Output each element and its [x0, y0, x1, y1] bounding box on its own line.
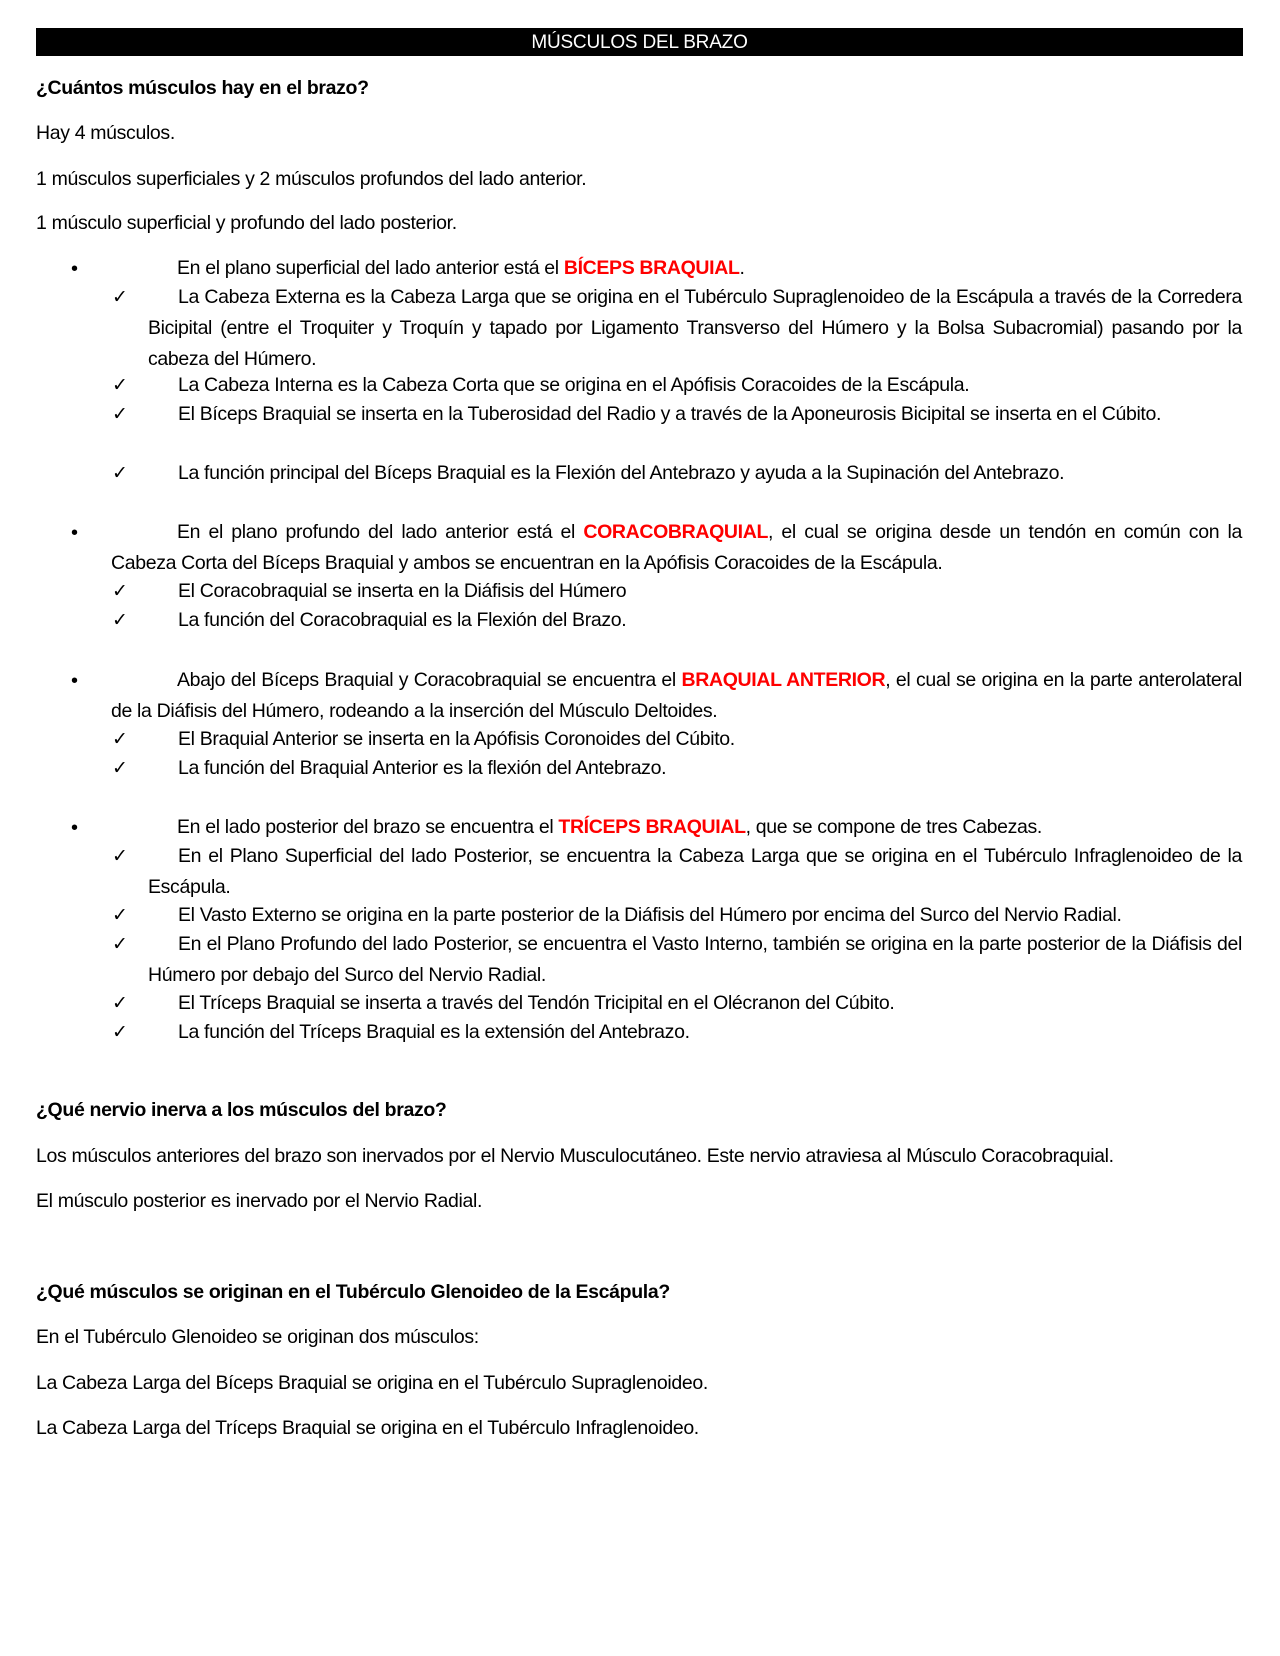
- highlight-biceps: BÍCEPS BRAQUIAL: [563, 257, 740, 279]
- bullet-text: En el plano profundo del lado anterior está el: [177, 521, 584, 543]
- sub-item: El Vasto Externo se origina en la parte posterior de la Diáfisis del Húmero por encima del Surco del Nervio Radial.: [178, 904, 1122, 926]
- checkmark-icon: ✓: [112, 610, 128, 631]
- paragraph: 1 músculos superficiales y 2 músculos profundos del lado anterior.: [36, 168, 587, 190]
- bullet-text: En el lado posterior del brazo se encuentra el: [177, 816, 559, 838]
- question-muscle-count: ¿Cuántos músculos hay en el brazo?: [36, 77, 369, 99]
- sub-item: En el Plano Superficial del lado Posterior, se encuentra la Cabeza Larga que se origina en el Tubérculo Infraglenoideo de la Escápula.: [148, 845, 1242, 898]
- list-item-braquial-anterior: [111, 665, 1242, 727]
- sub-item: La función del Coracobraquial es la Flexión del Brazo.: [178, 609, 627, 631]
- bullet-icon: •: [71, 522, 79, 544]
- sub-item: El Bíceps Braquial se inserta en la Tuberosidad del Radio y a través de la Aponeurosis Bicipital se inserta en el Cúbito.: [178, 403, 1162, 425]
- checkmark-icon: ✓: [112, 287, 128, 308]
- checkmark-icon: ✓: [112, 758, 128, 779]
- highlight-triceps: TRÍCEPS BRAQUIAL: [558, 816, 746, 838]
- checkmark-icon: ✓: [112, 993, 128, 1014]
- page-title: MÚSCULOS DEL BRAZO: [36, 28, 1243, 56]
- sub-item: La Cabeza Externa es la Cabeza Larga que se origina en el Tubérculo Supraglenoideo de la Escápula a través de la Corredera Bicipital (entre el Troquiter y Troquín y tapado por Ligamento Transverso del Húmero y la Bolsa Subacromial) pasando por la cabeza del Húmero.: [148, 286, 1242, 370]
- paragraph: La Cabeza Larga del Tríceps Braquial se origina en el Tubérculo Infraglenoideo.: [36, 1417, 699, 1439]
- question-nerve: ¿Qué nervio inerva a los músculos del brazo?: [36, 1099, 447, 1121]
- paragraph: El músculo posterior es inervado por el Nervio Radial.: [36, 1190, 483, 1212]
- checkmark-icon: ✓: [112, 404, 128, 425]
- sub-item: El Tríceps Braquial se inserta a través del Tendón Tricipital en el Olécranon del Cúbito.: [178, 992, 895, 1014]
- bullet-text: .: [739, 257, 745, 279]
- checkmark-icon: ✓: [112, 729, 128, 750]
- bullet-text: , que se compone de tres Cabezas.: [745, 816, 1042, 838]
- bullet-text: , el cual se origina desde un tendón en común con la Cabeza Corta del Bíceps Braquial y ambos se encuentran en la Apófisis Coracoides de la Escápula.: [111, 521, 1242, 574]
- list-item-triceps: [111, 812, 1242, 843]
- checkmark-icon: ✓: [112, 463, 128, 484]
- sub-item: El Braquial Anterior se inserta en la Apófisis Coronoides del Cúbito.: [178, 728, 735, 750]
- bullet-text: , el cual se origina en la parte anterolateral de la Diáfisis del Húmero, rodeando a la inserción del Músculo Deltoides.: [111, 669, 1242, 722]
- bullet-icon: •: [71, 817, 79, 839]
- highlight-coracobraquial: CORACOBRAQUIAL: [583, 521, 769, 543]
- bullet-text: En el plano superficial del lado anterior está el: [177, 257, 564, 279]
- sub-item: El Coracobraquial se inserta en la Diáfisis del Húmero: [178, 580, 627, 602]
- sub-item: La función del Braquial Anterior es la flexión del Antebrazo.: [178, 757, 667, 779]
- highlight-braquial-anterior: BRAQUIAL ANTERIOR: [681, 669, 886, 691]
- paragraph: En el Tubérculo Glenoideo se originan dos músculos:: [36, 1326, 479, 1348]
- checkmark-icon: ✓: [112, 934, 128, 955]
- bullet-icon: •: [71, 258, 79, 280]
- sub-item: La función principal del Bíceps Braquial es la Flexión del Antebrazo y ayuda a la Supinación del Antebrazo.: [178, 462, 1065, 484]
- checkmark-icon: ✓: [112, 905, 128, 926]
- list-item-biceps: [111, 253, 1242, 284]
- checkmark-icon: ✓: [112, 375, 128, 396]
- sub-item: En el Plano Profundo del lado Posterior, se encuentra el Vasto Interno, también se origina en la parte posterior de la Diáfisis del Húmero por debajo del Surco del Nervio Radial.: [148, 933, 1242, 986]
- paragraph: Los músculos anteriores del brazo son inervados por el Nervio Musculocutáneo. Este nervio atraviesa al Músculo Coracobraquial.: [36, 1145, 1114, 1167]
- question-glenoid: ¿Qué músculos se originan en el Tubérculo Glenoideo de la Escápula?: [36, 1281, 670, 1303]
- paragraph: La Cabeza Larga del Bíceps Braquial se origina en el Tubérculo Supraglenoideo.: [36, 1372, 708, 1394]
- bullet-text: Abajo del Bíceps Braquial y Coracobraquial se encuentra el: [177, 669, 682, 691]
- paragraph: 1 músculo superficial y profundo del lado posterior.: [36, 212, 457, 234]
- checkmark-icon: ✓: [112, 1022, 128, 1043]
- paragraph: Hay 4 músculos.: [36, 122, 175, 144]
- bullet-icon: •: [71, 670, 79, 692]
- checkmark-icon: ✓: [112, 581, 128, 602]
- checkmark-icon: ✓: [112, 846, 128, 867]
- list-item-coracobraquial: [111, 517, 1242, 579]
- sub-item: La Cabeza Interna es la Cabeza Corta que se origina en el Apófisis Coracoides de la Escápula.: [178, 374, 970, 396]
- sub-item: La función del Tríceps Braquial es la extensión del Antebrazo.: [178, 1021, 690, 1043]
